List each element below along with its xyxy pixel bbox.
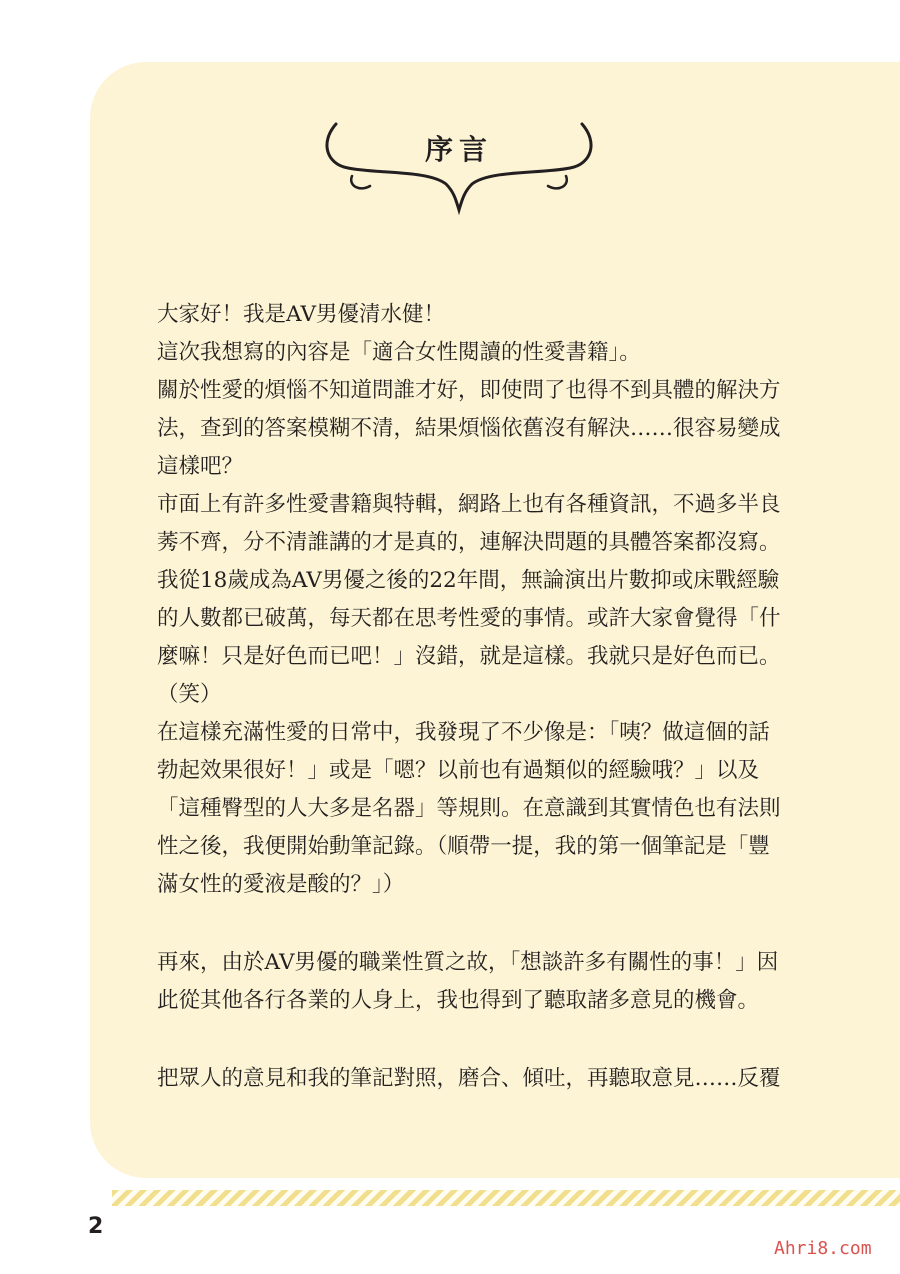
paragraph-gap	[157, 904, 797, 944]
text-line: 莠不齊，分不清誰講的才是真的，連解決問題的具體答案都沒寫。	[157, 530, 781, 555]
text-line: 市面上有許多性愛書籍與特輯，網路上也有各種資訊，不過多半良	[157, 492, 781, 517]
text-line: 「這種臀型的人大多是名器」等規則。在意識到其實情色也有法則	[157, 796, 781, 821]
text-line: 這次我想寫的內容是「適合女性閱讀的性愛書籍」。	[157, 340, 641, 365]
text-line: 我從18歲成為AV男優之後的22年間，無論演出片數抑或床戰經驗	[157, 568, 780, 593]
text-line: 在這樣充滿性愛的日常中，我發現了不少像是：「咦？做這個的話	[157, 720, 770, 745]
text-line: 的人數都已破萬，每天都在思考性愛的事情。或許大家會覺得「什	[157, 606, 781, 631]
text-line: 大家好！我是AV男優清水健！	[157, 302, 445, 327]
text-line: （笑）	[157, 682, 222, 707]
text-line: 此從其他各行各業的人身上，我也得到了聽取諸多意見的機會。	[157, 988, 760, 1013]
text-line: 滿女性的愛液是酸的？」）	[157, 872, 405, 897]
page-number: 2	[88, 1214, 104, 1239]
text-line: 法，查到的答案模糊不清，結果煩惱依舊沒有解決……很容易變成	[157, 416, 781, 441]
text-line: 關於性愛的煩惱不知道問誰才好，即使問了也得不到具體的解決方	[157, 378, 781, 403]
text-line: 再來，由於AV男優的職業性質之故，「想談許多有關性的事！」因	[157, 950, 779, 975]
page-title: 序言	[424, 133, 493, 166]
text-line: 勃起效果很好！」或是「嗯？以前也有過類似的經驗哦？」以及	[157, 758, 760, 783]
text-line: 這樣吧？	[157, 454, 244, 479]
text-line: 性之後，我便開始動筆記錄。（順帶一提，我的第一個筆記是「豐	[157, 834, 770, 859]
text-line: 麼嘛！只是好色而已吧！」沒錯，就是這樣。我就只是好色而已。	[157, 644, 781, 669]
watermark-text: Ahri8.com	[774, 1238, 872, 1259]
paragraph-gap	[157, 1020, 797, 1060]
text-line: 把眾人的意見和我的筆記對照，磨合、傾吐，再聽取意見……反覆	[157, 1066, 781, 1091]
decorative-stripe	[112, 1190, 900, 1206]
body-text	[157, 296, 797, 1098]
